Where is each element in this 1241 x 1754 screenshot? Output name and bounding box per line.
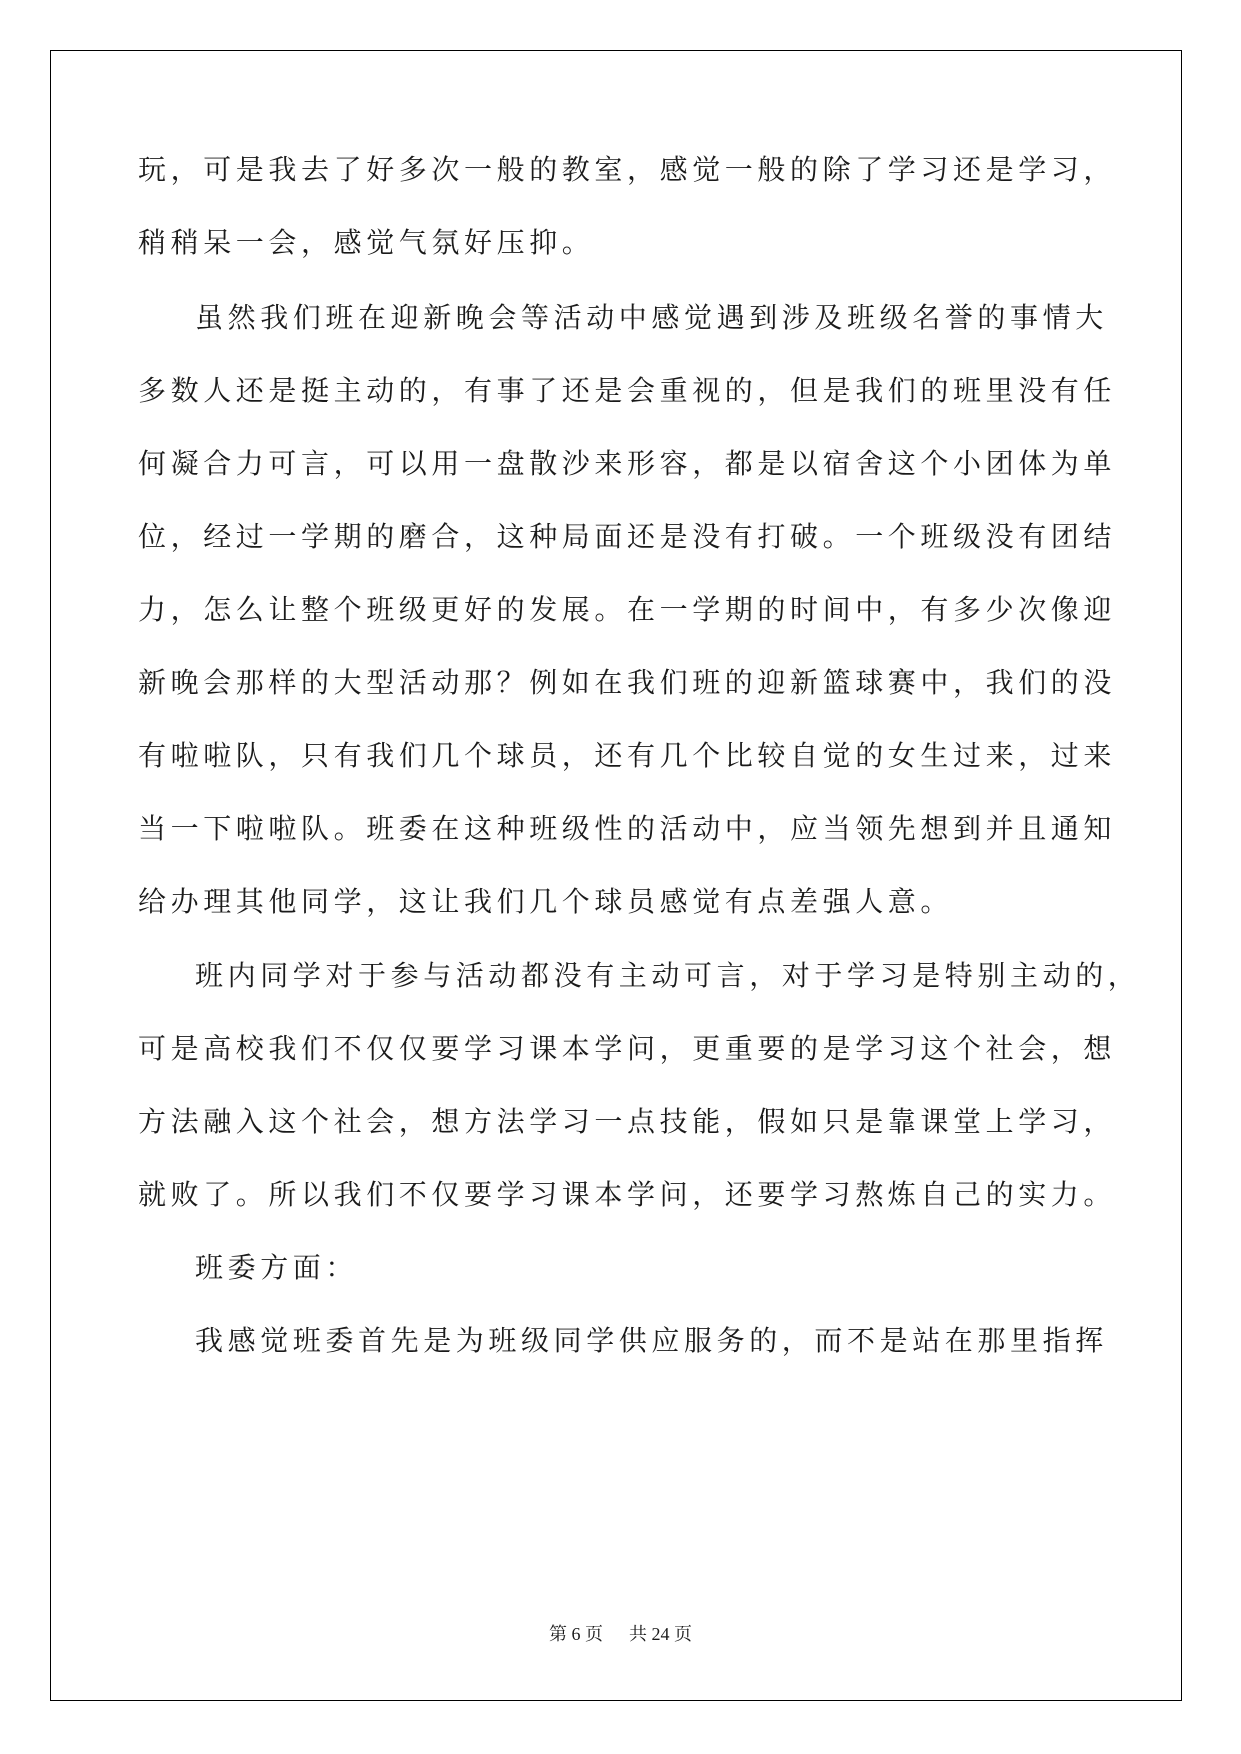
text-line: 力，怎么让整个班级更好的发展。在一学期的时间中，有多少次像迎: [138, 593, 1117, 626]
text-line: 当一下啦啦队。班委在这种班级性的活动中，应当领先想到并且通知: [138, 812, 1117, 845]
text-line: 班委方面：: [195, 1251, 359, 1284]
text-line: 给办理其他同学，这让我们几个球员感觉有点差强人意。: [138, 885, 954, 918]
page-footer: [0, 1620, 1241, 1646]
text-line: 就败了。所以我们不仅要学习课本学问，还要学习熬炼自己的实力。: [138, 1178, 1117, 1211]
text-line: 稍稍呆一会，感觉气氛好压抑。: [138, 226, 595, 259]
page-border: [50, 50, 1182, 1701]
text-line: 方法融入这个社会，想方法学习一点技能，假如只是靠课堂上学习，: [138, 1105, 1117, 1138]
text-line: 玩，可是我去了好多次一般的教室，感觉一般的除了学习还是学习，: [138, 153, 1117, 186]
text-line: 我感觉班委首先是为班级同学供应服务的，而不是站在那里指挥: [195, 1324, 1108, 1357]
text-line: 虽然我们班在迎新晚会等活动中感觉遇到涉及班级名誉的事情大: [195, 301, 1108, 334]
text-line: 新晚会那样的大型活动那？例如在我们班的迎新篮球赛中，我们的没: [138, 666, 1117, 699]
total-pages: 共 24 页: [629, 1624, 692, 1644]
text-line: 有啦啦队，只有我们几个球员，还有几个比较自觉的女生过来，过来: [138, 739, 1117, 772]
text-line: 班内同学对于参与活动都没有主动可言，对于学习是特别主动的，: [195, 959, 1141, 992]
page-number: 第 6 页: [549, 1624, 603, 1644]
text-line: 多数人还是挺主动的，有事了还是会重视的，但是我们的班里没有任: [138, 374, 1117, 407]
text-line: 位，经过一学期的磨合，这种局面还是没有打破。一个班级没有团结: [138, 520, 1117, 553]
text-line: 可是高校我们不仅仅要学习课本学问，更重要的是学习这个社会，想: [138, 1032, 1117, 1065]
text-line: 何凝合力可言，可以用一盘散沙来形容，都是以宿舍这个小团体为单: [138, 447, 1117, 480]
